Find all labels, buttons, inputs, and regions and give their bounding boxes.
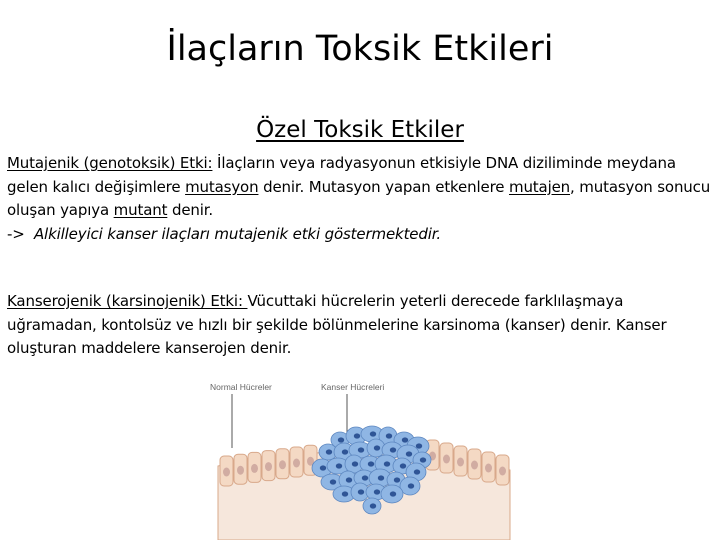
- term-mutant: mutant: [113, 201, 168, 219]
- cancer-nucleus: [342, 491, 348, 496]
- cancer-nucleus: [370, 503, 376, 508]
- subtitle-text: Özel Toksik Etkiler: [256, 117, 464, 143]
- mutagenic-text-1: İlaçların veya radyasyonun etkisiyle DNA diziliminde meydana gelen kalıcı değişimlere: [7, 154, 676, 196]
- cancer-nucleus: [338, 437, 344, 442]
- cancer-nucleus: [402, 437, 408, 442]
- carcinogenic-paragraph: [7, 290, 717, 361]
- term-mutagen: mutajen: [508, 177, 571, 196]
- normal-nucleus: [443, 455, 450, 464]
- mutagenic-paragraph: [7, 152, 717, 246]
- normal-nucleus: [251, 464, 258, 473]
- cancer-nucleus: [384, 461, 390, 466]
- mutagenic-heading: Mutajenik (genotoksik) Etki:: [7, 154, 213, 172]
- normal-nucleus: [457, 458, 464, 467]
- cancer-nucleus: [358, 489, 364, 494]
- cancer-nucleus: [354, 433, 360, 438]
- normal-nucleus: [237, 466, 244, 475]
- mutagenic-text-4: denir.: [167, 201, 214, 219]
- label-cancer-cells: Kanser Hücreleri: [321, 382, 385, 392]
- cancer-nucleus: [320, 465, 326, 470]
- normal-nucleus: [279, 460, 286, 469]
- cancer-nucleus: [362, 475, 368, 480]
- normal-nucleus: [485, 464, 492, 473]
- arrow-marker: ->: [7, 224, 25, 243]
- normal-nucleus: [265, 462, 272, 471]
- normal-nucleus: [471, 461, 478, 470]
- slide-subtitle: [0, 114, 720, 146]
- cancer-nucleus: [390, 491, 396, 496]
- cancer-nucleus: [400, 463, 406, 468]
- mutagenic-note: Alkilleyici kanser ilaçları mutajenik etki göstermektedir.: [33, 224, 442, 243]
- label-normal-cells: Normal Hücreler: [210, 382, 272, 392]
- cancer-nucleus: [374, 445, 380, 450]
- cancer-nucleus: [378, 475, 384, 480]
- normal-nucleus: [293, 459, 300, 468]
- cancer-nucleus: [368, 461, 374, 466]
- cancer-nucleus: [386, 433, 392, 438]
- cancer-nucleus: [370, 431, 376, 436]
- cell-diagram: [200, 378, 520, 540]
- cancer-nucleus: [394, 477, 400, 482]
- cancer-nucleus: [326, 449, 332, 454]
- mutagenic-text-2: denir. Mutasyon yapan etkenlere: [258, 177, 509, 196]
- normal-nucleus: [499, 467, 506, 476]
- term-mutation: mutasyon: [185, 177, 259, 196]
- cell-illustration: [200, 378, 520, 540]
- cancer-nucleus: [330, 479, 336, 484]
- cancer-nucleus: [358, 447, 364, 452]
- cancer-nucleus: [420, 457, 426, 462]
- slide-title: İlaçların Toksik Etkileri: [166, 29, 554, 69]
- carcinogenic-heading: Kanserojenik (karsinojenik) Etki:: [7, 292, 248, 310]
- cancer-nucleus: [408, 483, 414, 488]
- cancer-nucleus: [390, 447, 396, 452]
- normal-nucleus: [223, 468, 230, 477]
- mutagenic-text-3: , mutasyon sonucu oluşan yapıya: [7, 177, 711, 219]
- cancer-nucleus: [342, 449, 348, 454]
- cancer-nucleus: [406, 451, 412, 456]
- cancer-nucleus: [414, 469, 420, 474]
- cancer-nucleus: [346, 477, 352, 482]
- cancer-nucleus: [416, 443, 422, 448]
- cancer-nucleus: [336, 463, 342, 468]
- cancer-nucleus: [374, 489, 380, 494]
- carcinogenic-text: Vücuttaki hücrelerin yeterli derecede farklılaşmaya uğramadan, kontolsüz ve hızlı bir şekilde bölünmelerine karsinoma (kanser) denir. Kanser oluşturan maddelere kanserojen denir.: [7, 292, 667, 357]
- cancer-nucleus: [352, 461, 358, 466]
